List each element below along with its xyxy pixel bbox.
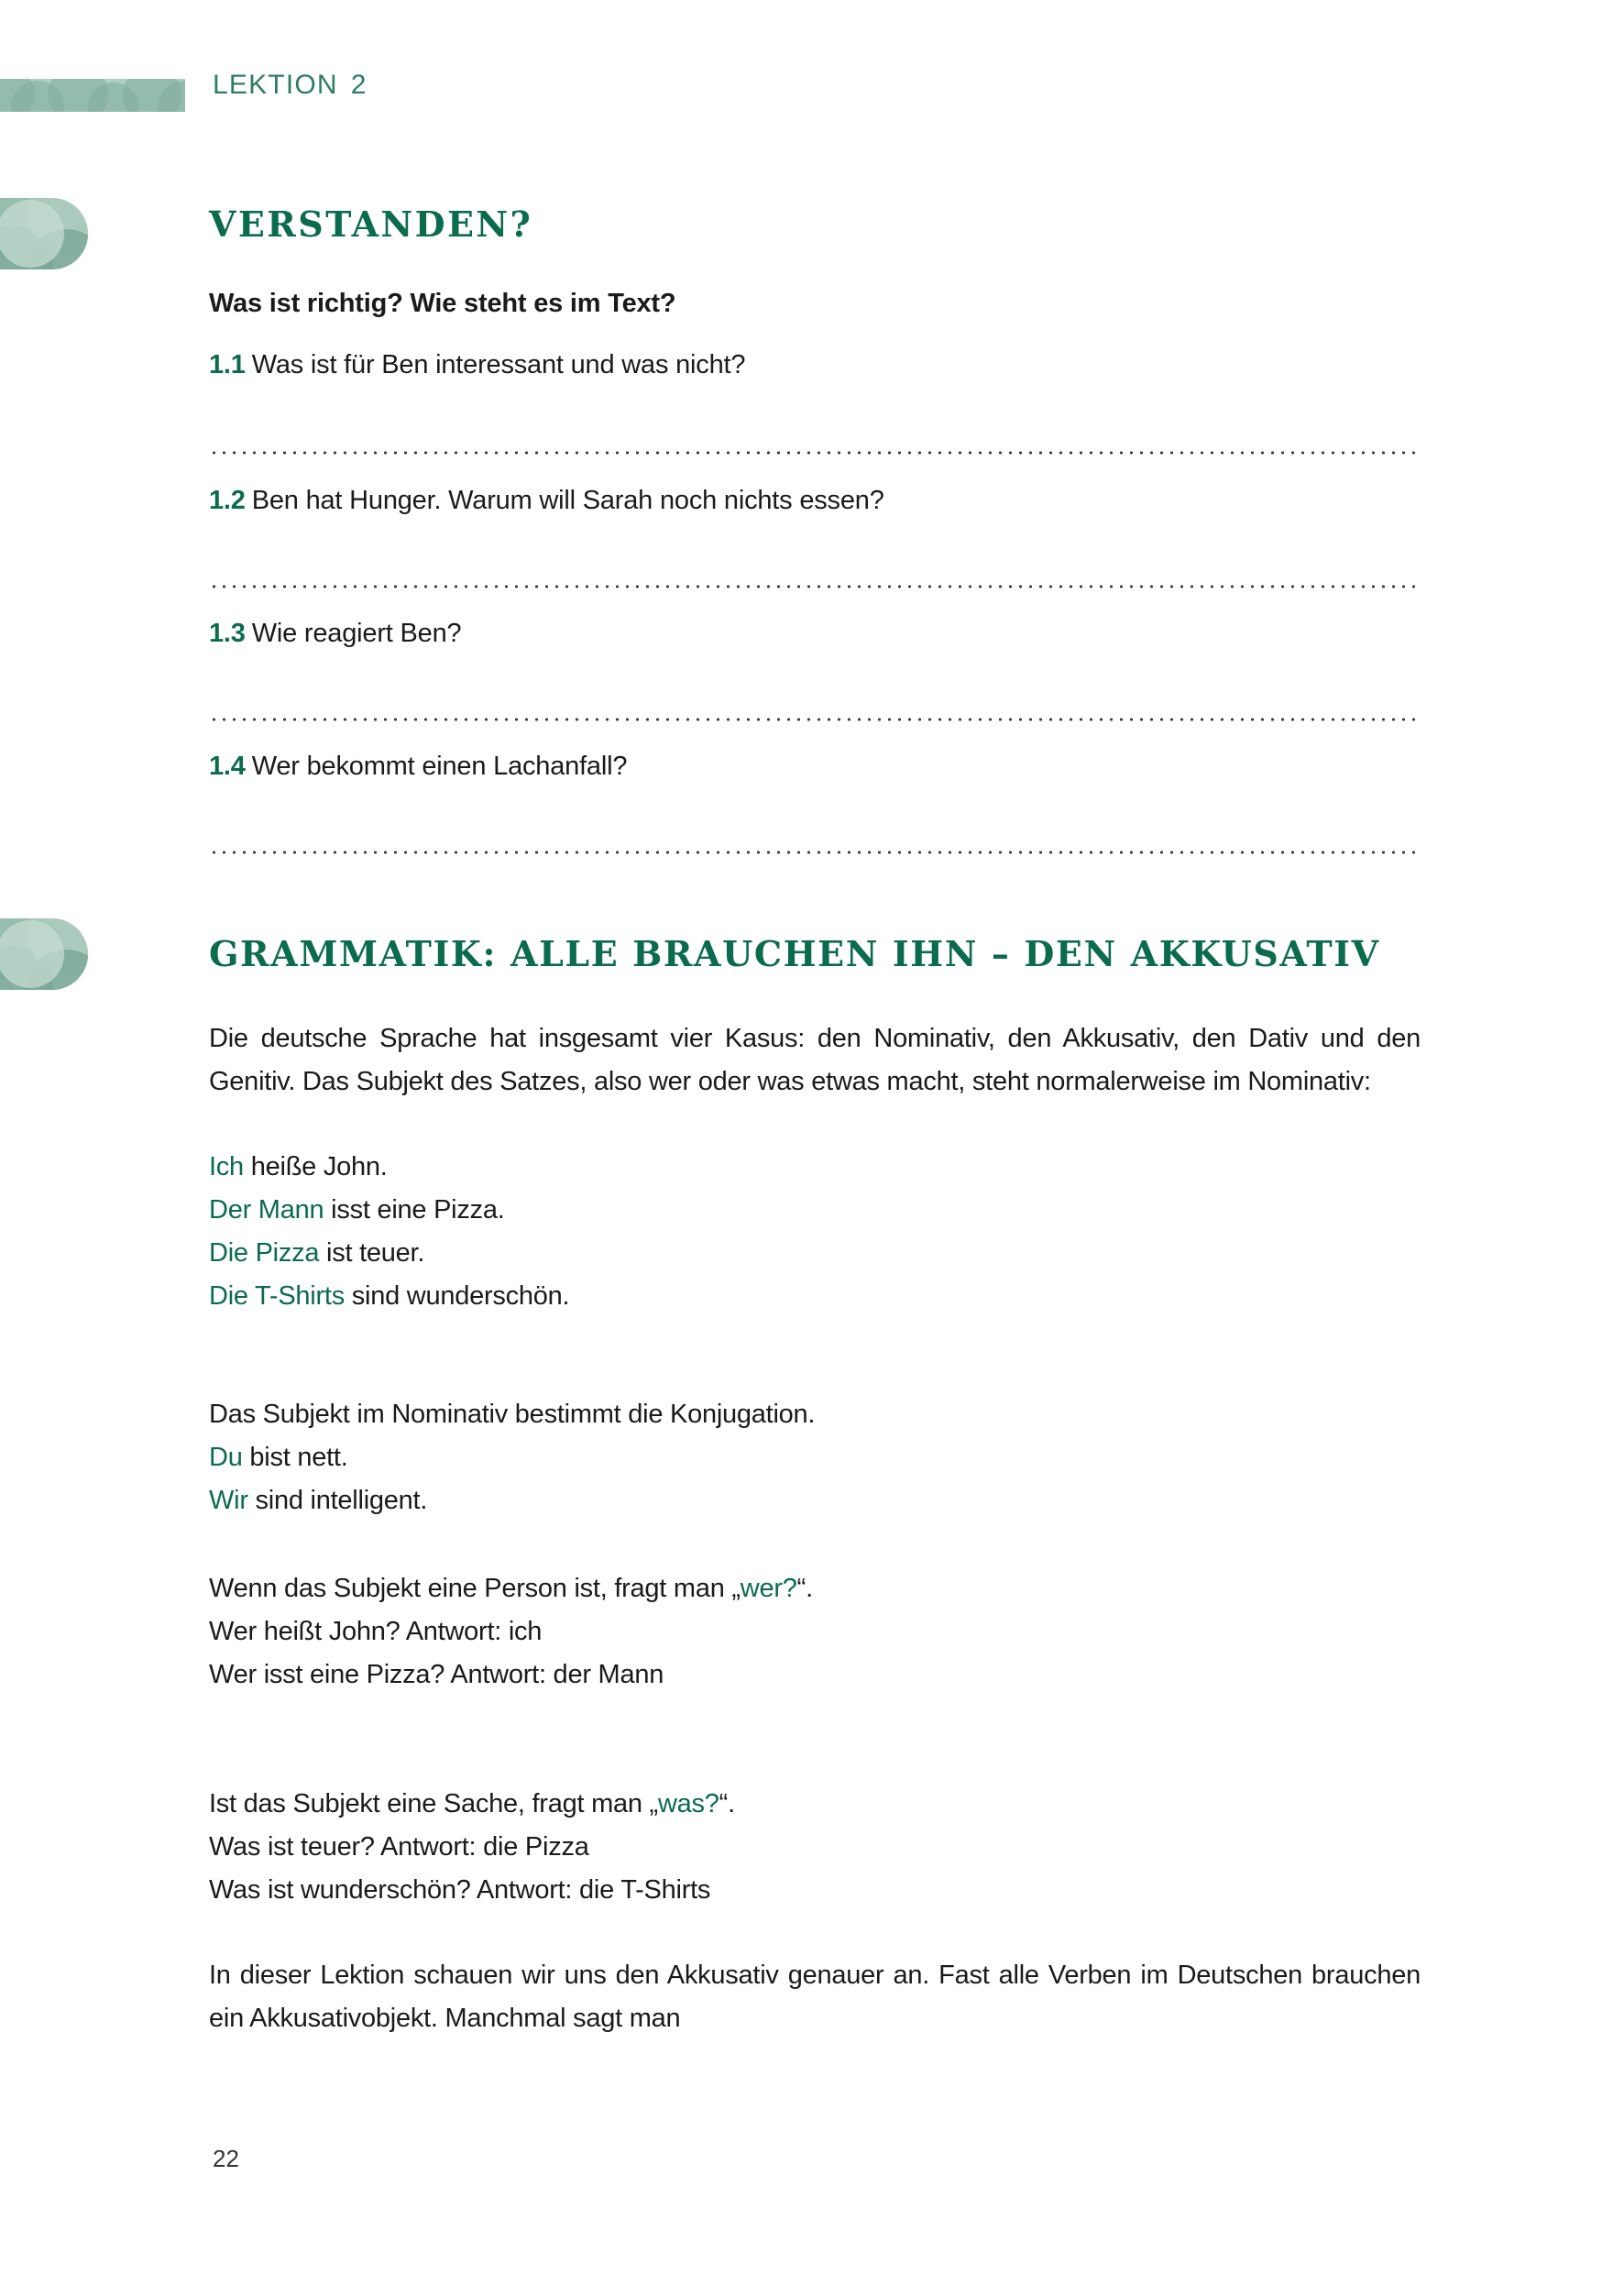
wer-example-2: Wer isst eine Pizza? Antwort: der Mann: [209, 1660, 664, 1689]
example-subject: Du: [209, 1443, 243, 1472]
example-subject: Wir: [209, 1486, 248, 1515]
was-example-1: Was ist teuer? Antwort: die Pizza: [209, 1832, 589, 1862]
answer-line[interactable]: [209, 851, 1419, 854]
question-number: 1.2: [209, 486, 246, 515]
answer-line[interactable]: [209, 718, 1419, 721]
example-sentence: [209, 1189, 1419, 1232]
question-item: [209, 619, 1419, 649]
grammar-paragraph-2: Das Subjekt im Nominativ bestimmt die Konjugation.: [209, 1400, 816, 1429]
question-number: 1.4: [209, 752, 246, 781]
lesson-label: [213, 70, 368, 101]
was-rule-pre: Ist das Subjekt eine Sache, fragt man „: [209, 1789, 658, 1818]
example-rest: isst eine Pizza.: [324, 1195, 505, 1225]
example-rest: sind wunderschön.: [344, 1281, 570, 1311]
example-sentence: [209, 1479, 1419, 1522]
example-rest: bist nett.: [242, 1443, 348, 1472]
section-title-grammatik: GRAMMATIK: ALLE BRAUCHEN IHN – DEN AKKUSATIV: [209, 933, 1380, 974]
question-item: [209, 486, 1419, 516]
page-number: 22: [213, 2145, 239, 2172]
answer-line[interactable]: [209, 451, 1419, 455]
section-badge-grammatik: [0, 918, 88, 990]
question-text: Wer bekommt einen Lachanfall?: [251, 752, 628, 781]
example-sentence: [209, 1232, 1419, 1275]
wer-rule-pre: Wenn das Subjekt eine Person ist, fragt man „: [209, 1574, 741, 1603]
wer-keyword: wer?: [740, 1574, 797, 1603]
example-subject: Die T-Shirts: [209, 1281, 345, 1311]
question-text: Ben hat Hunger. Warum will Sarah noch nichts essen?: [251, 486, 884, 515]
was-rule-post: “.: [719, 1789, 735, 1818]
example-subject: Der Mann: [209, 1195, 324, 1225]
grammar-paragraph-1: Die deutsche Sprache hat insgesamt vier Kasus: den Nominativ, den Akkusativ, den Dativ und den Genitiv. Das Subjekt des Satzes, also wer oder was etwas macht, steht normalerweise im Nominativ:: [209, 1024, 1421, 1096]
section-badge-verstanden: [0, 198, 88, 269]
wer-rule-line: [209, 1567, 1419, 1610]
lesson-number: 2: [350, 70, 368, 100]
grammar-paragraph-5: In dieser Lektion schauen wir uns den Akkusativ genauer an. Fast alle Verben im Deutschen brauchen ein Akkusativobjekt. Manchmal sagt man: [209, 1961, 1421, 2033]
question-number: 1.3: [209, 619, 246, 648]
question-text: Wie reagiert Ben?: [251, 619, 462, 648]
was-keyword: was?: [657, 1789, 719, 1818]
question-text: Was ist für Ben interessant und was nicht?: [251, 350, 746, 379]
question-item: [209, 752, 1419, 782]
example-rest: sind intelligent.: [247, 1486, 428, 1515]
example-sentence: [209, 1436, 1419, 1479]
was-example-2: Was ist wunderschön? Antwort: die T-Shirts: [209, 1875, 711, 1905]
lesson-label-text: LEKTION: [213, 70, 338, 100]
answer-line[interactable]: [209, 585, 1419, 588]
section-lead-verstanden: Was ist richtig? Wie steht es im Text?: [209, 289, 676, 318]
example-rest: heiße John.: [243, 1152, 388, 1181]
circle-pattern-band-icon: [0, 79, 185, 112]
wer-example-1: Wer heißt John? Antwort: ich: [209, 1617, 543, 1646]
example-subject: Die Pizza: [209, 1238, 320, 1268]
example-subject: Ich: [209, 1152, 244, 1181]
section-title-verstanden: VERSTANDEN?: [209, 203, 533, 245]
example-sentence: [209, 1146, 1419, 1189]
running-header: [0, 70, 1624, 119]
example-rest: ist teuer.: [319, 1238, 425, 1268]
question-item: [209, 350, 1419, 380]
example-sentence: [209, 1275, 1419, 1318]
was-rule-line: [209, 1783, 1419, 1826]
wer-rule-post: “.: [796, 1574, 813, 1603]
question-number: 1.1: [209, 350, 246, 379]
